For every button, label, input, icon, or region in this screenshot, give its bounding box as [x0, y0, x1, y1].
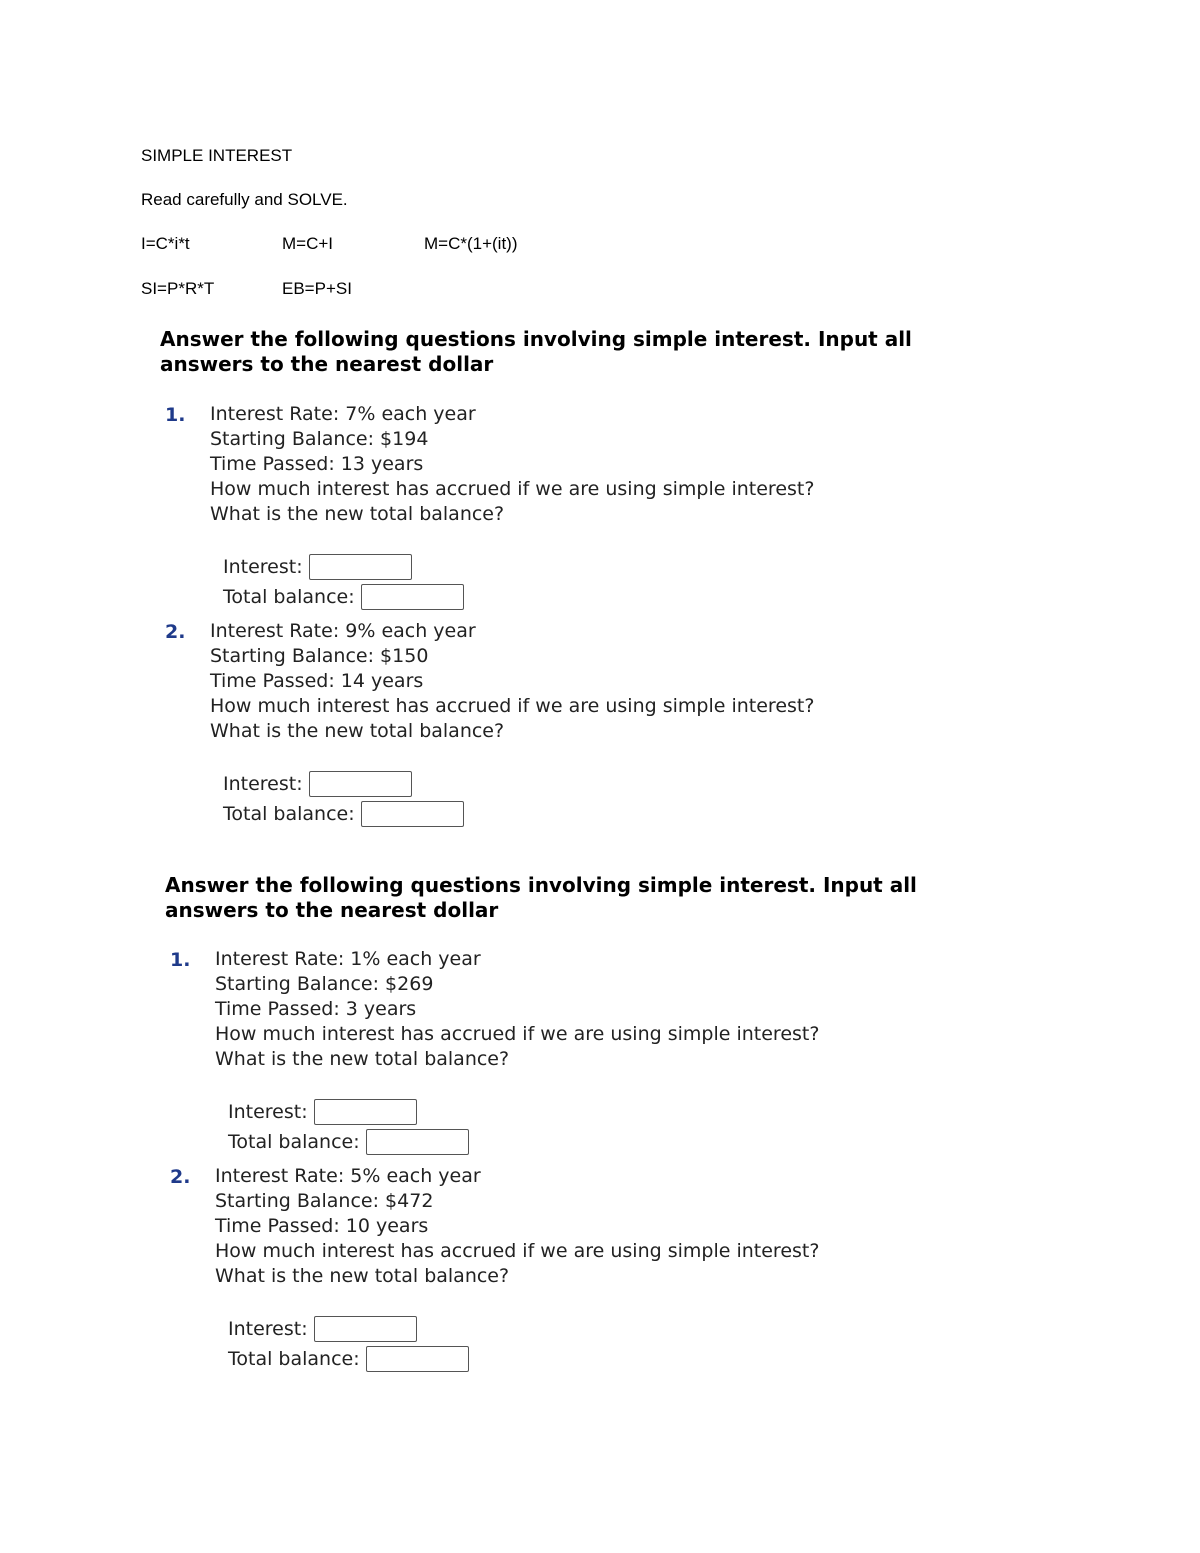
interest-question-text: How much interest has accrued if we are using simple interest?	[210, 695, 815, 717]
total-balance-field-row	[223, 582, 464, 612]
interest-field-row	[228, 1097, 417, 1127]
section-heading-line: answers to the nearest dollar	[160, 352, 494, 376]
question-number: 1.	[170, 949, 191, 971]
question-text	[210, 619, 814, 744]
interest-question-text: How much interest has accrued if we are using simple interest?	[210, 478, 815, 500]
question-number: 2.	[170, 1166, 191, 1188]
total-question-text: What is the new total balance?	[215, 1265, 510, 1287]
time-passed-text: Time Passed: 13 years	[210, 453, 424, 475]
formula-ending-balance: EB=P+SI	[282, 279, 352, 298]
total-balance-field-row	[228, 1344, 469, 1374]
total-question-text: What is the new total balance?	[210, 503, 505, 525]
instruction-text: Read carefully and SOLVE.	[141, 190, 348, 209]
starting-balance-text: Starting Balance: $194	[210, 428, 429, 450]
total-balance-label: Total balance:	[223, 586, 355, 608]
total-balance-answer-input[interactable]	[361, 801, 464, 827]
formula-maturity: M=C+I	[282, 234, 334, 253]
interest-field-row	[228, 1314, 417, 1344]
interest-rate-text: Interest Rate: 9% each year	[210, 620, 476, 642]
question-text	[215, 947, 819, 1072]
interest-label: Interest:	[228, 1318, 308, 1340]
section-heading-line: answers to the nearest dollar	[165, 898, 499, 922]
interest-question-text: How much interest has accrued if we are using simple interest?	[215, 1240, 820, 1262]
total-balance-answer-input[interactable]	[366, 1346, 469, 1372]
interest-answer-input[interactable]	[309, 771, 412, 797]
total-question-text: What is the new total balance?	[210, 720, 505, 742]
interest-label: Interest:	[223, 556, 303, 578]
section-heading-line: Answer the following questions involving simple interest. Input all	[165, 873, 917, 897]
total-balance-label: Total balance:	[228, 1348, 360, 1370]
interest-rate-text: Interest Rate: 1% each year	[215, 948, 481, 970]
starting-balance-text: Starting Balance: $269	[215, 973, 434, 995]
total-balance-label: Total balance:	[223, 803, 355, 825]
time-passed-text: Time Passed: 10 years	[215, 1215, 429, 1237]
interest-answer-input[interactable]	[309, 554, 412, 580]
total-balance-answer-input[interactable]	[366, 1129, 469, 1155]
formula-interest: I=C*i*t	[141, 234, 190, 253]
interest-question-text: How much interest has accrued if we are using simple interest?	[215, 1023, 820, 1045]
interest-field-row	[223, 552, 412, 582]
time-passed-text: Time Passed: 3 years	[215, 998, 417, 1020]
question-text	[210, 402, 814, 527]
section-heading	[160, 327, 960, 377]
total-balance-label: Total balance:	[228, 1131, 360, 1153]
total-balance-field-row	[223, 799, 464, 829]
section-heading-line: Answer the following questions involving simple interest. Input all	[160, 327, 912, 351]
interest-answer-input[interactable]	[314, 1099, 417, 1125]
time-passed-text: Time Passed: 14 years	[210, 670, 424, 692]
interest-label: Interest:	[223, 773, 303, 795]
interest-rate-text: Interest Rate: 7% each year	[210, 403, 476, 425]
interest-field-row	[223, 769, 412, 799]
total-question-text: What is the new total balance?	[215, 1048, 510, 1070]
starting-balance-text: Starting Balance: $472	[215, 1190, 434, 1212]
total-balance-answer-input[interactable]	[361, 584, 464, 610]
formula-simple-interest: SI=P*R*T	[141, 279, 215, 298]
section-heading	[165, 873, 965, 923]
starting-balance-text: Starting Balance: $150	[210, 645, 429, 667]
interest-rate-text: Interest Rate: 5% each year	[215, 1165, 481, 1187]
total-balance-field-row	[228, 1127, 469, 1157]
question-number: 1.	[165, 404, 186, 426]
question-text	[215, 1164, 819, 1289]
formula-maturity-expanded: M=C*(1+(it))	[424, 234, 518, 253]
interest-answer-input[interactable]	[314, 1316, 417, 1342]
interest-label: Interest:	[228, 1101, 308, 1123]
question-number: 2.	[165, 621, 186, 643]
page-title: SIMPLE INTEREST	[141, 146, 293, 165]
